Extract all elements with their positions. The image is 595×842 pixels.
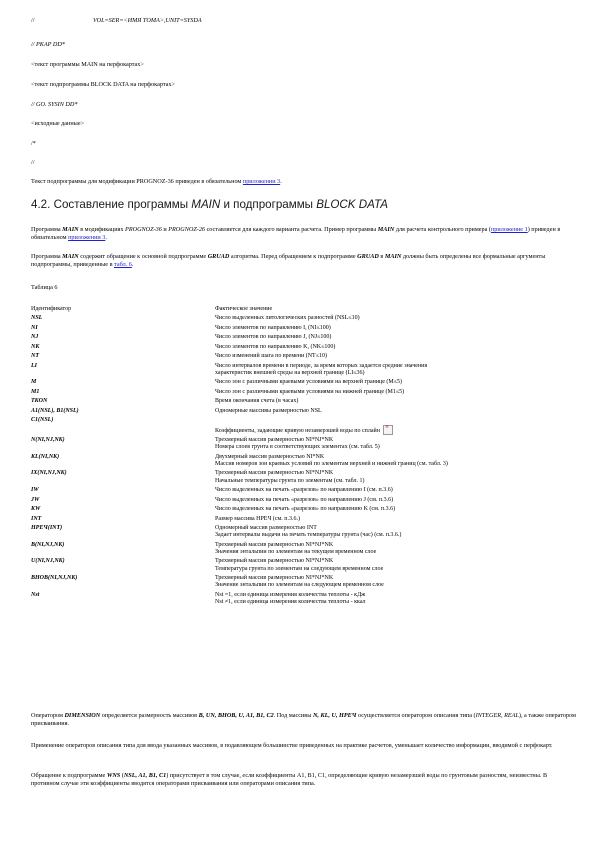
- heading-middle: и подпрограммы: [220, 198, 317, 211]
- table-6-link[interactable]: табл. 6: [114, 261, 132, 268]
- para2-text: Программа: [31, 253, 63, 260]
- table-row: [31, 497, 576, 504]
- para3-text: определяется размерность массивов: [100, 712, 199, 719]
- row-identifier: U(NI,NJ,NK): [31, 558, 65, 565]
- table-row: [31, 325, 576, 332]
- para3-text: осуществляется оператором описания типа (: [356, 712, 476, 719]
- row-value: [215, 592, 576, 606]
- table-row: [31, 592, 576, 606]
- row-value-text: Nst ≠1, если единица измерения количества теплоты - ккал: [215, 599, 366, 606]
- para1-text: составляется для каждого варианта расчета. Пример программы: [205, 226, 378, 233]
- table-row: [31, 575, 576, 589]
- row-value: [215, 437, 576, 451]
- row-value-text: Число выделенных на печать «разрезов» по направлению K (см. п.3.6): [215, 506, 396, 513]
- jcl-slashes-line: //: [31, 159, 35, 166]
- table-spacer: [31, 606, 576, 608]
- row-value-text: [215, 417, 217, 423]
- row-value-line: [215, 344, 576, 351]
- row-value: [215, 470, 576, 484]
- para2-gruad: GRUAD: [207, 253, 230, 260]
- row-value-text: Трехмерный массив размерностью NI*NJ*NK: [215, 541, 334, 548]
- table-row: [31, 454, 576, 468]
- paragraph-gruad: [31, 253, 576, 269]
- para1-main: MAIN: [377, 226, 395, 233]
- row-value-text: Число изменений шага по времени (NT≤10): [215, 353, 328, 360]
- row-value: [215, 487, 576, 494]
- row-value-text: Начальные температуры грунта по элементам (см. табл. 1): [215, 477, 365, 484]
- row-value-line: [215, 363, 576, 370]
- para5-args: NSL, A1, B1, C1: [123, 772, 167, 779]
- para1-text: в модификациях: [78, 226, 126, 233]
- row-value-text: Значение энтальпии по элементам на следующем временном слое: [215, 582, 384, 589]
- jcl-end-line: /*: [31, 140, 36, 147]
- row-value-line: [215, 425, 576, 435]
- row-value: [215, 379, 576, 386]
- table-row: [31, 344, 576, 351]
- row-value: [215, 344, 576, 351]
- row-identifier: NSL: [31, 315, 43, 322]
- row-value-text: Число элементов по направлению I, (NI≤100): [215, 324, 331, 331]
- row-value: [215, 325, 576, 332]
- table-row: [31, 470, 576, 484]
- para5-text: (: [120, 772, 124, 779]
- row-identifier: N(NI,NJ,NK): [31, 436, 65, 443]
- table-row: [31, 487, 576, 494]
- para1-prognoz26: PROGNOZ-26: [168, 226, 206, 233]
- row-value: [215, 334, 576, 341]
- row-value: [215, 497, 576, 504]
- row-identifier: LI: [31, 362, 37, 369]
- header-value: Фактическое значение: [215, 306, 273, 312]
- row-value: [215, 525, 576, 539]
- row-value-text: Трехмерный массив размерностью NI*NJ*NK: [215, 575, 334, 582]
- jcl-slashes: //: [31, 17, 35, 24]
- paragraph-dimension: [31, 712, 576, 728]
- paragraph-wns: [31, 772, 576, 788]
- row-value-line: [215, 461, 576, 468]
- row-value-line: [215, 325, 576, 332]
- appendix-1-link[interactable]: приложение 1: [490, 226, 528, 233]
- para1-text: для расчета контрольного примера (: [394, 226, 491, 233]
- row-value-text: Число выделенных литологических разностей (NSL≤10): [215, 315, 360, 322]
- heading-block-data: BLOCK DATA: [316, 198, 388, 211]
- table-row: [31, 417, 576, 434]
- row-value-text: Трехмерный массив размерностью NI*NJ*NK: [215, 436, 334, 443]
- row-value-line: [215, 532, 576, 539]
- row-value-text: Число зон с различными краевыми условиями на нижней границе (M1≤5): [215, 388, 405, 395]
- table-caption: Таблица 6: [31, 284, 58, 291]
- row-identifier: ВНОВ(NI,NJ,NK): [31, 575, 78, 582]
- row-value-line: [215, 558, 576, 565]
- table-row: [31, 398, 576, 405]
- row-identifier: INT: [31, 515, 42, 522]
- para1-text: ) приведен в обязательном: [31, 226, 561, 241]
- row-value-text: Трехмерный массив размерностью NI*NJ*NK: [215, 470, 334, 477]
- row-value-line: [215, 599, 576, 606]
- row-value-line: [215, 592, 576, 599]
- row-value-line: [215, 497, 576, 504]
- row-value-line: [215, 353, 576, 360]
- row-identifier: A1(NSL), B1(NSL): [31, 407, 79, 414]
- table-row: [31, 525, 576, 539]
- row-value-text: Число интервалов времени в периоде, за время которых задается средние значения: [215, 362, 428, 369]
- table-row: [31, 506, 576, 513]
- row-value: [215, 353, 576, 360]
- row-value-line: [215, 398, 576, 405]
- para2-main: MAIN: [384, 253, 402, 260]
- row-value-text: Размер массива НРЕЧ (см. п.3.6.): [215, 515, 301, 522]
- para2-text: должны быть определены все формальные аргументы подпрограммы, приведенные в: [31, 253, 546, 268]
- jcl-vol-text: VOL=SER=<ИМЯ ТОМА>,UNIT=SYSDA: [93, 17, 202, 24]
- row-value-text: Nst =1, если единица измерения количества теплоты - кДж: [215, 591, 366, 598]
- row-value: [215, 398, 576, 405]
- row-value-line: [215, 575, 576, 582]
- para3-text: . Под массивы: [273, 712, 313, 719]
- row-identifier: M: [31, 379, 37, 386]
- para1-text: и: [161, 226, 169, 233]
- row-value: [215, 516, 576, 523]
- row-value-line: [215, 379, 576, 386]
- input-data-line: <исходные данные>: [31, 120, 85, 127]
- row-value: [215, 315, 576, 322]
- row-value-line: [215, 542, 576, 549]
- row-identifier: C1(NSL): [31, 417, 54, 424]
- appendix-3-link[interactable]: приложении 3: [68, 234, 106, 241]
- row-identifier: NK: [31, 343, 40, 350]
- jcl-pkap-line: // PKAP DD*: [31, 41, 65, 48]
- row-identifier: Nst: [31, 591, 40, 598]
- row-value-text: Трехмерный массив размерностью NI*NJ*NK: [215, 558, 334, 565]
- row-value-text: Число зон с различными краевыми условиями на верхней границе (M≤5): [215, 379, 403, 386]
- row-value: [215, 454, 576, 468]
- row-value-line: [215, 487, 576, 494]
- row-value-line: [215, 444, 576, 451]
- table-row: [31, 379, 576, 386]
- para3-arrays: В, UN, ВНОВ, U, A1, В1, C2: [198, 712, 274, 719]
- row-value-text: Одномерный массив размерностью INT: [215, 525, 317, 532]
- para2-gruad: GRUAD: [357, 253, 379, 260]
- row-value-line: [215, 334, 576, 341]
- row-value-text: Массив номеров зон краевых условий по элементам верхней и нижней границ (см. табл. 3): [215, 460, 448, 467]
- main-text-line: <текст программы MAIN на перфокартах>: [31, 61, 144, 68]
- table-row: [31, 542, 576, 556]
- row-value-line: [215, 370, 576, 377]
- row-value-text: Число элементов по направлению K, (NK≤100): [215, 343, 336, 350]
- para1-text: .: [105, 234, 107, 241]
- broken-image-icon: [383, 425, 393, 435]
- row-value: [215, 575, 576, 589]
- row-value-text: Число элементов по направлению J, (NJ≤100): [215, 334, 332, 341]
- row-value-text: Число выделенных на печать «разрезов» по направлению I (см. п.3.6): [215, 487, 393, 494]
- heading-main: MAIN: [191, 198, 221, 211]
- arguments-table: [31, 306, 576, 609]
- para2-text: алгоритма. Перед обращением к подпрограмме: [229, 253, 358, 260]
- table-row: [31, 315, 576, 322]
- intro-paragraph: [31, 178, 282, 186]
- para3-arrays: N, KL, U, НРЕЧ: [312, 712, 357, 719]
- row-value-line: [215, 549, 576, 556]
- para2-text: содержит обращение к основной подпрограмме: [78, 253, 208, 260]
- para1-prognoz36: PROGNOZ-36: [125, 226, 162, 233]
- table-row: [31, 389, 576, 396]
- row-value-line: [215, 470, 576, 477]
- row-value-line: [215, 566, 576, 573]
- block-data-text-line: <текст подпрограммы BLOCK DATA на перфокартах>: [31, 81, 175, 88]
- para5-wns: WNS: [106, 772, 121, 779]
- para3-text: Оператором: [31, 712, 65, 719]
- table-row: [31, 558, 576, 572]
- para3-types: INTEGER, REAL: [475, 712, 519, 719]
- intro-end: .: [280, 178, 282, 185]
- para5-text: Обращение к подпрограмме: [31, 772, 107, 779]
- row-identifier: NJ: [31, 334, 39, 341]
- row-value: [215, 417, 576, 434]
- heading-number: 4.2.: [31, 198, 51, 211]
- row-value: [215, 506, 576, 513]
- table-row: [31, 363, 576, 377]
- para1-text: Программа: [31, 226, 63, 233]
- row-value-line: [215, 454, 576, 461]
- row-value-line: [215, 408, 576, 415]
- row-value-text: Двухмерный массив размерностью NI*NK: [215, 453, 325, 460]
- row-value-line: [215, 478, 576, 485]
- table-row: [31, 516, 576, 523]
- row-value: [215, 542, 576, 556]
- row-value-line: [215, 315, 576, 322]
- row-value: [215, 408, 576, 415]
- intro-text: Текст подпрограммы для модификации PROGNOZ-36 приведен в обязательном: [31, 178, 243, 185]
- para2-text: .: [131, 261, 134, 268]
- para3-dimension: DIMENSION: [64, 712, 101, 719]
- paragraph-type-operators: Применение операторов описания типа для ввода указанных массивов, в подавляющем большинстве приведенных на практике расчетов, уменьшает количество информации, вводимой с перфокарт.: [31, 742, 553, 749]
- row-value-text: Число выделенных на печать «разрезов» по направлению J (см. п.3.6): [215, 496, 394, 503]
- paragraph-main-program: [31, 226, 576, 242]
- table-row: [31, 437, 576, 451]
- row-value: [215, 558, 576, 572]
- heading-prefix: Составление программы: [53, 198, 192, 211]
- table-row: [31, 334, 576, 341]
- para1-main: MAIN: [62, 226, 79, 233]
- row-value-text: Значения энтальпии по элементам на текущем временном слое: [215, 548, 377, 555]
- row-value: [215, 389, 576, 396]
- row-identifier: NI: [31, 324, 38, 331]
- table-row: [31, 408, 576, 415]
- row-identifier: KW: [31, 506, 41, 513]
- row-identifier: M1: [31, 388, 40, 395]
- row-value-line: [215, 506, 576, 513]
- para2-text: в: [378, 253, 385, 260]
- row-identifier: НРЕЧ(INT): [31, 525, 63, 532]
- row-identifier: IX(NI,NJ,NK): [31, 470, 67, 477]
- row-value-line: [215, 516, 576, 523]
- header-identifier: Идентификатор: [31, 306, 72, 312]
- row-value-text: Номера слоев грунта в соответствующих элементах (см. табл. 5): [215, 444, 380, 451]
- row-identifier: TKON: [31, 398, 48, 405]
- section-heading: [31, 198, 388, 212]
- para3-text: ), а также оператором присваивания.: [31, 712, 576, 727]
- table-row: [31, 353, 576, 360]
- row-value-text: Задает интервалы выдачи на печать температуры грунта (час) (см. п.3.6.): [215, 532, 402, 539]
- para2-main: MAIN: [62, 253, 79, 260]
- row-value-text: Температура грунта по элементам на следующем временном слое: [215, 565, 384, 572]
- row-identifier: JW: [31, 496, 40, 503]
- row-identifier: В(NI,NJ,NK): [31, 541, 65, 548]
- jcl-go-line: // GO. SYSIN DD*: [31, 101, 78, 108]
- row-value-text: Одномерные массивы размерностью NSL: [215, 407, 322, 414]
- row-value-text: Время окончания счета (в часах): [215, 398, 299, 405]
- appendix-3-link[interactable]: приложении 3: [242, 178, 281, 185]
- row-value-text: Коэффициенты, задающие кривую незамерзшей воды по сплайн: [215, 427, 380, 434]
- jcl-vol-line: [31, 17, 202, 25]
- row-value-line: [215, 582, 576, 589]
- row-value-line: [215, 389, 576, 396]
- row-identifier: NT: [31, 353, 39, 360]
- row-value: [215, 363, 576, 377]
- row-value-line: [215, 417, 576, 424]
- row-identifier: KL(NI,NK): [31, 453, 60, 460]
- para5-text: ) присутствует в том случае, если коэффициенты A1, B1, C1, определяющие кривую незамерзшей воды по грунтовым разностям, неизвестны. В противном случае эти коэффициенты вводятся операторами присваивания или операторами описания типа.: [31, 772, 548, 787]
- row-value-text: характеристик внешней среды на верхней границе (LI≤36): [215, 369, 365, 376]
- table-header-row: [31, 306, 576, 313]
- row-identifier: IW: [31, 487, 39, 494]
